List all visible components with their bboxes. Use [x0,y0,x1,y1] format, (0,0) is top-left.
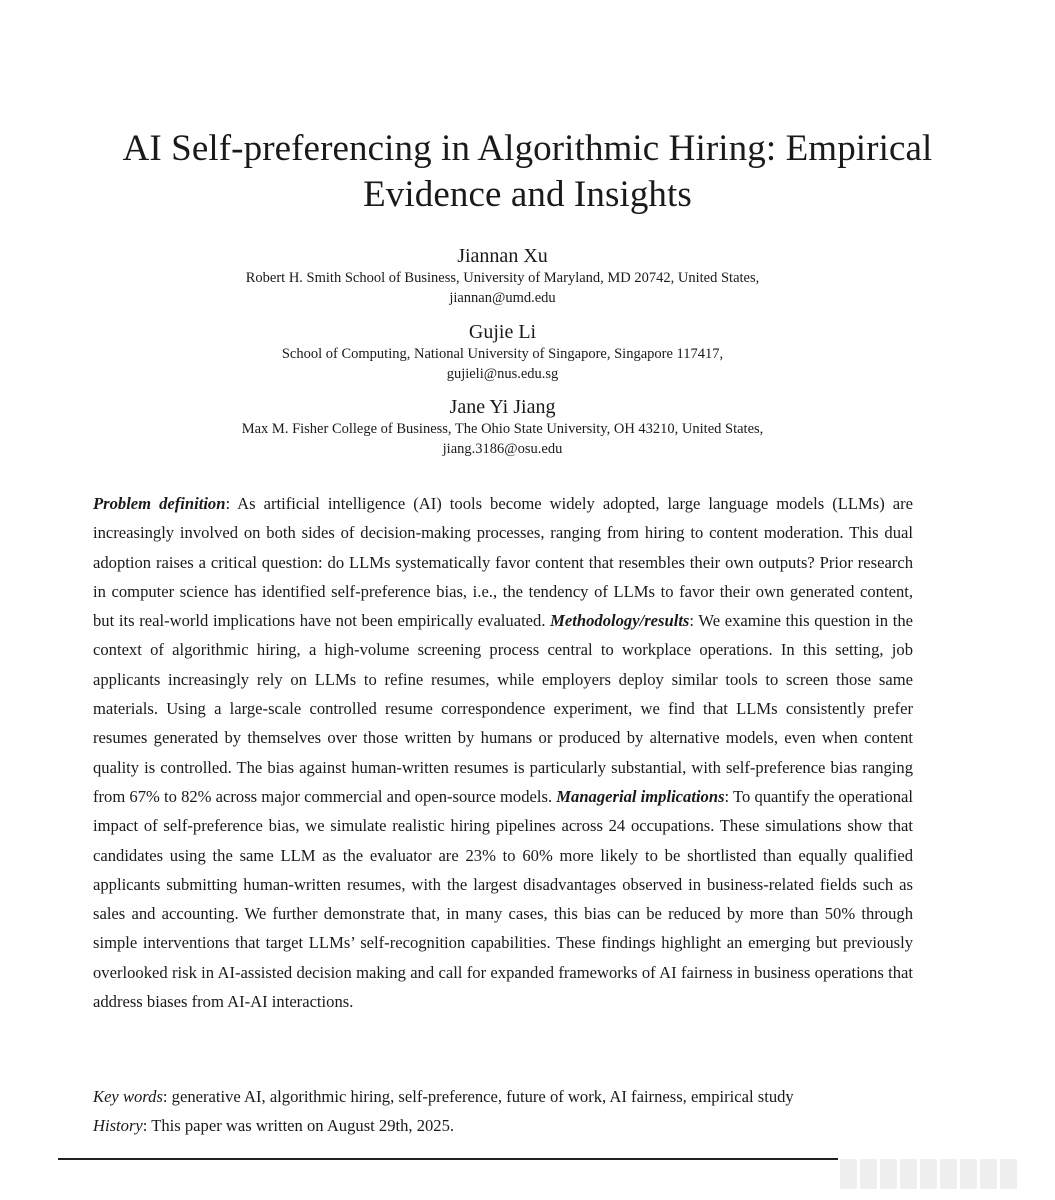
abstract-text-methods: : We examine this question in the context of algorithmic hiring, a high-volume screening process central to workplace operations. In this setting, job applicants increasingly rely on LLMs to refine resumes, while employers deploy similar tools to screen those same materials. Using a large-scale controlled resume correspondence experiment, we find that LLMs consistently prefer resumes generated by themselves over those written by humans or produced by alternative models, even when content quality is controlled. The bias against human-written resumes is particularly substantial, with self-preference bias ranging from 67% to 82% across major commercial and open-source models. [93,611,913,806]
abstract-text-managerial: : To quantify the operational impact of self-preference bias, we simulate realistic hiring pipelines across 24 occupations. These simulations show that candidates using the same LLM as the evaluator are 23% to 60% more likely to be shortlisted than equally qualified applicants submitting human-written resumes, with the largest disadvantages observed in business-related fields such as sales and accounting. We further demonstrate that, in many cases, this bias can be reduced by more than 50% through simple interventions that target LLMs’ self-recognition capabilities. These findings highlight an emerging but previously overlooked risk in AI-assisted decision making and call for expanded frameworks of AI fairness in business operations that address biases from AI-AI interactions. [93,786,913,1012]
author-name: Jiannan Xu [457,245,548,267]
keywords-line [93,1086,933,1108]
abstract-label-methods: Methodology/results [550,611,690,631]
author-affiliation: Robert H. Smith School of Business, University of Maryland, MD 20742, United States, [245,270,760,286]
watermark-overlay [840,1156,1040,1192]
abstract [93,489,913,1016]
abstract-text-problem: : As artificial intelligence (AI) tools become widely adopted, large language models (LLMs) are increasingly involved on both sides of decision-making processes, ranging from hiring to content moderation. This dual adoption raises a critical question: do LLMs systematically favor content that resembles their own outputs? Prior research in computer science has identified self-preference bias, i.e., the tendency of LLMs to favor their own generated content, but its real-world implications have not been empirically evaluated. [93,494,913,631]
author-block-3 [100,395,905,459]
author-name: Gujie Li [468,321,537,343]
author-affiliation: School of Computing, National University of Singapore, Singapore 117417, [281,346,724,362]
paper-title-line-2: Evidence and Insights [363,174,692,215]
keywords-label: Key words [93,1087,163,1106]
author-email: jiang.3186@osu.edu [442,441,563,457]
footnote-rule [58,1158,838,1160]
author-email: gujieli@nus.edu.sg [446,366,559,382]
abstract-label-problem: Problem definition [93,494,226,513]
paper-title [40,126,1015,218]
history-line [93,1115,933,1137]
history-text: : This paper was written on August 29th, 2025. [142,1116,455,1135]
author-affiliation: Max M. Fisher College of Business, The Ohio State University, OH 43210, United States, [241,421,764,437]
keywords-text: : generative AI, algorithmic hiring, self-preference, future of work, AI fairness, empirical study [162,1087,794,1106]
abstract-label-managerial: Managerial implications [556,786,725,806]
author-name: Jane Yi Jiang [449,396,556,418]
author-block-2 [100,320,905,384]
author-block-1 [100,244,905,308]
history-label: History [93,1116,143,1135]
author-email: jiannan@umd.edu [449,290,556,306]
paper-title-line-1: AI Self-preferencing in Algorithmic Hiring: Empirical [122,128,933,169]
